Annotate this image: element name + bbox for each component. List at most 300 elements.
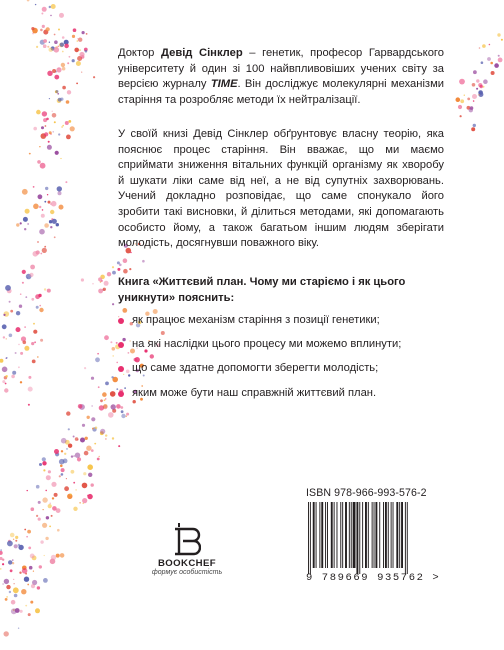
decor-dot bbox=[33, 251, 39, 257]
decor-dot bbox=[48, 141, 50, 143]
decor-dot bbox=[6, 357, 7, 358]
decor-dot bbox=[130, 252, 131, 253]
barcode-bar bbox=[334, 502, 335, 568]
decor-dot bbox=[92, 283, 94, 285]
decor-dot bbox=[39, 229, 45, 235]
decor-dot bbox=[47, 46, 49, 48]
decor-dot bbox=[65, 181, 67, 183]
decor-dot bbox=[27, 223, 28, 224]
decor-dot bbox=[64, 44, 69, 49]
decor-dot bbox=[44, 201, 46, 203]
decor-dot bbox=[43, 118, 47, 122]
decor-dot bbox=[98, 456, 100, 458]
barcode-bar bbox=[391, 502, 392, 568]
decor-dot bbox=[91, 377, 94, 380]
decor-dot bbox=[38, 518, 41, 521]
author-paragraph bbox=[118, 46, 444, 108]
decor-dot bbox=[14, 544, 18, 548]
decor-dot bbox=[39, 565, 42, 568]
decor-dot bbox=[48, 470, 51, 473]
decor-dot bbox=[478, 94, 480, 96]
decor-dot bbox=[52, 506, 57, 511]
decor-dot bbox=[91, 417, 95, 421]
decor-dot bbox=[71, 470, 75, 474]
decor-dot bbox=[498, 55, 500, 57]
decor-dot bbox=[62, 67, 66, 71]
decor-dot bbox=[112, 271, 116, 275]
decor-dot bbox=[20, 381, 22, 383]
decor-dot bbox=[15, 352, 17, 354]
bullet-text: яким може бути наш справжній життєвий план. bbox=[132, 386, 377, 399]
decor-dot bbox=[81, 278, 84, 281]
decor-dot bbox=[5, 598, 8, 601]
decor-dot bbox=[121, 414, 125, 418]
barcode-bar bbox=[383, 502, 384, 568]
decor-dot bbox=[93, 76, 95, 78]
decor-dot bbox=[30, 601, 33, 604]
publisher-tagline: формує особистість bbox=[151, 569, 223, 576]
bookchef-logo-icon bbox=[173, 523, 201, 557]
decor-dot bbox=[68, 444, 72, 448]
decor-dot bbox=[73, 507, 77, 511]
barcode-bar bbox=[399, 502, 400, 568]
decor-dot bbox=[13, 539, 14, 540]
decor-dot bbox=[27, 0, 30, 1]
decor-dot bbox=[111, 404, 116, 409]
decor-dot bbox=[97, 353, 99, 355]
decor-dot bbox=[142, 260, 145, 263]
decor-dot bbox=[87, 464, 93, 470]
decor-dot bbox=[67, 62, 69, 64]
magazine-name: TIME bbox=[210, 78, 238, 91]
decor-dot bbox=[112, 437, 114, 439]
decor-dot bbox=[501, 39, 503, 41]
barcode-bar bbox=[319, 502, 320, 568]
decor-dot bbox=[39, 206, 41, 208]
decor-dot bbox=[63, 459, 68, 464]
decor-dot bbox=[25, 296, 27, 298]
barcode-bar bbox=[374, 502, 375, 568]
decor-dot bbox=[87, 416, 90, 419]
decor-dot bbox=[72, 59, 75, 62]
decor-dot bbox=[52, 113, 57, 118]
decor-dot bbox=[42, 25, 45, 28]
decor-dot bbox=[25, 209, 30, 214]
decor-dot bbox=[92, 405, 93, 406]
author-name: Девід Сінклер bbox=[160, 47, 243, 59]
decor-dot bbox=[56, 90, 59, 93]
barcode-bar bbox=[401, 502, 403, 568]
decor-dot bbox=[47, 289, 51, 293]
decor-dot bbox=[43, 39, 47, 43]
decor-dot bbox=[42, 248, 47, 253]
decor-dot bbox=[61, 438, 67, 444]
decor-dot bbox=[36, 110, 41, 115]
decor-dot bbox=[105, 434, 107, 436]
decor-dot bbox=[15, 608, 20, 613]
decor-dot bbox=[105, 398, 107, 400]
barcode-bar bbox=[379, 502, 380, 568]
decor-dot bbox=[10, 569, 13, 572]
decor-dot bbox=[79, 52, 84, 57]
decor-dot bbox=[28, 613, 31, 616]
decor-dot bbox=[52, 111, 53, 112]
decor-dot bbox=[40, 29, 43, 32]
decor-dot bbox=[46, 27, 50, 31]
decor-dot bbox=[14, 583, 15, 584]
decor-dot bbox=[82, 424, 85, 427]
decor-dot bbox=[95, 427, 98, 430]
barcode-bar bbox=[362, 502, 363, 568]
decor-dot bbox=[28, 404, 30, 406]
decor-dot bbox=[33, 323, 35, 325]
decor-dot bbox=[44, 132, 48, 136]
decor-dot bbox=[79, 502, 81, 504]
decor-dot bbox=[44, 288, 46, 290]
decor-dot bbox=[29, 273, 33, 277]
decor-dot bbox=[126, 413, 129, 416]
author-body: – генетик, професор Гарвардського університету й один зі 100 найвпливовіших учених світу за версією журналу bbox=[118, 47, 444, 91]
decor-dot bbox=[20, 610, 23, 613]
decor-dot bbox=[24, 326, 25, 327]
decor-dot bbox=[70, 126, 75, 131]
decor-dot bbox=[62, 36, 65, 39]
decor-dot bbox=[85, 437, 88, 440]
decor-dot bbox=[60, 43, 64, 47]
decor-dot bbox=[483, 79, 488, 84]
decor-dot bbox=[20, 293, 22, 295]
decor-dot bbox=[37, 356, 39, 358]
decor-dot bbox=[69, 56, 71, 58]
decor-dot bbox=[48, 504, 52, 508]
decor-dot bbox=[39, 146, 40, 147]
decor-dot bbox=[2, 563, 4, 565]
decor-dot bbox=[16, 311, 20, 315]
decor-dot bbox=[100, 399, 103, 402]
decor-dot bbox=[49, 6, 51, 8]
decor-dot bbox=[112, 347, 116, 351]
barcode-bar bbox=[353, 502, 356, 568]
decor-dot bbox=[77, 457, 81, 461]
decor-dot bbox=[40, 339, 43, 342]
decor-dot bbox=[73, 28, 77, 32]
decor-dot bbox=[103, 404, 108, 409]
decor-dot bbox=[64, 453, 66, 455]
decor-dot bbox=[30, 265, 35, 270]
decor-dot bbox=[48, 201, 51, 204]
decor-dot bbox=[82, 31, 85, 34]
decor-dot bbox=[16, 327, 21, 332]
bullet-dot-icon bbox=[118, 342, 124, 348]
decor-dot bbox=[117, 268, 120, 271]
decor-dot bbox=[24, 346, 29, 351]
decor-dot bbox=[12, 371, 16, 375]
decor-dot bbox=[7, 541, 13, 547]
decor-dot bbox=[60, 553, 65, 558]
barcode bbox=[306, 502, 446, 574]
decor-dot bbox=[100, 429, 105, 434]
decor-dot bbox=[95, 357, 100, 362]
decor-dot bbox=[10, 533, 15, 538]
decor-dot bbox=[59, 205, 64, 210]
decor-dot bbox=[30, 554, 35, 559]
decor-dot bbox=[2, 583, 4, 585]
decor-dot bbox=[44, 246, 46, 248]
decor-dot bbox=[47, 145, 52, 150]
decor-dot bbox=[75, 453, 80, 458]
decor-dot bbox=[23, 341, 27, 345]
decor-dot bbox=[4, 388, 8, 392]
decor-dot bbox=[66, 100, 70, 104]
decor-dot bbox=[478, 83, 482, 87]
decor-dot bbox=[473, 100, 475, 102]
barcode-bar bbox=[385, 502, 387, 568]
decor-dot bbox=[61, 63, 65, 67]
decor-dot bbox=[33, 571, 34, 572]
decor-dot bbox=[9, 301, 11, 303]
barcode-bar bbox=[393, 502, 394, 568]
barcode-bar bbox=[345, 502, 347, 568]
decor-dot bbox=[16, 223, 19, 226]
decor-dot bbox=[22, 189, 28, 195]
decor-dot bbox=[42, 497, 47, 502]
decor-dot bbox=[12, 559, 13, 560]
decor-dot bbox=[37, 160, 41, 164]
decor-dot bbox=[65, 121, 69, 125]
decor-dot bbox=[79, 49, 80, 50]
decor-dot bbox=[5, 383, 7, 385]
isbn-number: ISBN 978-966-993-576-2 bbox=[306, 487, 427, 499]
decor-dot bbox=[82, 498, 87, 503]
decor-dot bbox=[49, 131, 52, 134]
decor-dot bbox=[61, 468, 65, 472]
decor-dot bbox=[42, 111, 47, 116]
decor-dot bbox=[43, 578, 48, 583]
decor-dot bbox=[22, 270, 26, 274]
bullet-dot-icon bbox=[118, 366, 124, 372]
decor-dot bbox=[22, 568, 28, 574]
decor-dot bbox=[18, 366, 20, 368]
decor-dot bbox=[41, 126, 44, 129]
decor-dot bbox=[94, 443, 96, 445]
barcode-bar bbox=[396, 502, 398, 568]
decor-dot bbox=[46, 475, 51, 480]
decor-dot bbox=[5, 285, 11, 291]
author-tail: . Він досліджує молекулярні механізми старіння та розробляє методи їх нейтралізації. bbox=[118, 78, 445, 106]
decor-dot bbox=[80, 438, 85, 443]
decor-dot bbox=[21, 589, 26, 594]
decor-dot bbox=[45, 490, 47, 492]
decor-dot bbox=[497, 33, 500, 36]
decor-dot bbox=[49, 48, 53, 52]
decor-dot bbox=[61, 126, 63, 128]
decor-dot bbox=[39, 463, 42, 466]
decor-dot bbox=[50, 210, 54, 214]
decor-dot bbox=[0, 551, 3, 555]
decor-dot bbox=[66, 448, 68, 450]
decor-dot bbox=[44, 223, 49, 228]
decor-dot bbox=[13, 587, 19, 593]
decor-dot bbox=[82, 483, 88, 489]
barcode-bar bbox=[372, 502, 373, 568]
barcode-bar bbox=[375, 502, 377, 568]
decor-dot bbox=[34, 341, 36, 343]
decor-dot bbox=[66, 478, 67, 479]
barcode-bar bbox=[321, 502, 323, 568]
decor-dot bbox=[54, 236, 56, 238]
barcode-bar bbox=[313, 502, 315, 568]
decor-dot bbox=[40, 163, 46, 169]
decor-dot bbox=[479, 47, 481, 49]
decor-dot bbox=[104, 335, 109, 340]
decor-dot bbox=[28, 547, 31, 550]
decor-dot bbox=[110, 341, 112, 343]
decor-dot bbox=[0, 568, 2, 570]
decor-dot bbox=[104, 281, 109, 286]
decor-dot bbox=[54, 449, 59, 454]
decor-dot bbox=[112, 355, 114, 357]
book-description-paragraph: У своїй книзі Девід Сінклер обґрунтовує власну теорію, яка пояснює процес старіння. Він вважає, що ми маємо сприймати зниження вітальних функцій організму як хворобу й шукати ліки саме від неї, а не від супутніх захворювань. Учений докладно розповідає, що саме спонукало його зробити такі висновки, й ділиться методами, які допомагають особисто йому, а також багатьом іншим людям зберігати молодість, досягнувши поважного віку. bbox=[118, 128, 444, 250]
decor-dot bbox=[31, 584, 35, 588]
decor-dot bbox=[75, 489, 77, 491]
decor-dot bbox=[37, 241, 39, 243]
decor-dot bbox=[107, 272, 111, 276]
decor-dot bbox=[86, 33, 88, 35]
barcode-bar bbox=[327, 502, 328, 568]
decor-dot bbox=[29, 566, 33, 570]
decor-dot bbox=[2, 380, 5, 383]
decor-dot bbox=[0, 359, 3, 363]
decor-dot bbox=[11, 375, 15, 379]
bullet-dot-icon bbox=[118, 318, 124, 324]
decor-dot bbox=[76, 61, 81, 66]
decor-dot bbox=[2, 324, 7, 329]
decor-dot bbox=[121, 410, 124, 413]
barcode-bar bbox=[365, 502, 367, 568]
decor-dot bbox=[62, 86, 66, 90]
decor-dot bbox=[119, 264, 122, 267]
decor-dot bbox=[41, 214, 45, 218]
decor-dot bbox=[5, 375, 8, 378]
decor-dot bbox=[9, 591, 11, 593]
decor-dot bbox=[28, 387, 33, 392]
decor-dot bbox=[42, 209, 44, 211]
decor-dot bbox=[22, 282, 24, 284]
decor-dot bbox=[33, 127, 37, 131]
decor-dot bbox=[36, 46, 38, 48]
decor-dot bbox=[20, 222, 22, 224]
decor-dot bbox=[35, 608, 40, 613]
decor-dot bbox=[23, 217, 28, 222]
decor-dot bbox=[52, 497, 54, 499]
decor-dot bbox=[37, 586, 40, 589]
decor-dot bbox=[102, 392, 107, 397]
decor-dot bbox=[68, 120, 71, 123]
barcode-bar bbox=[340, 502, 341, 568]
decor-dot bbox=[456, 97, 461, 102]
decor-dot bbox=[25, 605, 27, 607]
decor-dot bbox=[78, 404, 83, 409]
decor-dot bbox=[35, 294, 40, 299]
decor-dot bbox=[53, 131, 54, 132]
decor-dot bbox=[88, 473, 92, 477]
decor-dot bbox=[86, 446, 91, 451]
decor-dot bbox=[61, 473, 64, 476]
decor-dot bbox=[97, 458, 100, 461]
decor-dot bbox=[36, 485, 40, 489]
decor-dot bbox=[111, 376, 113, 378]
decor-dot bbox=[108, 412, 114, 418]
decor-dot bbox=[54, 47, 60, 53]
decor-dot bbox=[105, 382, 109, 386]
decor-dot bbox=[56, 223, 59, 226]
decor-dot bbox=[123, 269, 128, 274]
barcode-bar bbox=[310, 502, 311, 574]
decor-dot bbox=[49, 98, 50, 99]
decor-dot bbox=[87, 495, 89, 497]
decor-dot bbox=[66, 411, 70, 415]
isbn-block bbox=[306, 487, 448, 584]
decor-dot bbox=[9, 334, 13, 338]
decor-dot bbox=[27, 490, 28, 491]
decor-dot bbox=[67, 90, 71, 94]
book-intro: Книга «Життєвий план. Чому ми старіємо і як цього уникнути» пояснить: bbox=[118, 276, 406, 304]
publisher-logo bbox=[148, 523, 226, 576]
barcode-bar bbox=[349, 502, 350, 568]
decor-dot bbox=[31, 507, 35, 511]
decor-dot bbox=[57, 529, 60, 532]
decor-dot bbox=[123, 258, 128, 263]
decor-dot bbox=[42, 457, 46, 461]
decor-dot bbox=[476, 88, 478, 90]
decor-dot bbox=[8, 560, 12, 564]
decor-dot bbox=[28, 376, 31, 379]
decor-dot bbox=[41, 13, 43, 15]
decor-dot bbox=[73, 482, 75, 484]
decor-dot bbox=[36, 306, 39, 309]
decor-dot bbox=[66, 135, 71, 140]
publisher-name: BOOKCHEF bbox=[157, 558, 217, 569]
decor-dot bbox=[129, 268, 131, 270]
list-item bbox=[118, 313, 458, 329]
decor-dot bbox=[25, 573, 27, 575]
bullet-list bbox=[118, 313, 458, 410]
decor-dot bbox=[51, 515, 53, 517]
decor-dot bbox=[51, 201, 57, 207]
decor-dot bbox=[473, 70, 477, 74]
decor-dot bbox=[6, 338, 7, 339]
list-item bbox=[118, 337, 458, 353]
decor-dot bbox=[24, 529, 26, 531]
decor-dot bbox=[31, 27, 34, 30]
decor-dot bbox=[62, 51, 64, 53]
decor-dot bbox=[482, 44, 486, 48]
decor-dot bbox=[18, 344, 19, 345]
decor-dot bbox=[51, 482, 56, 487]
decor-dot bbox=[6, 596, 8, 598]
decor-dot bbox=[490, 62, 493, 65]
decor-dot bbox=[4, 579, 9, 584]
decor-dot bbox=[472, 94, 477, 99]
decor-dot bbox=[49, 42, 50, 43]
decor-dot bbox=[10, 310, 13, 313]
decor-dot bbox=[81, 72, 82, 73]
decor-dot bbox=[0, 549, 2, 551]
barcode-bar bbox=[308, 502, 309, 574]
bullet-dot-icon bbox=[118, 391, 124, 397]
bullet-text: як працює механізм старіння з позиції генетики; bbox=[132, 314, 380, 326]
decor-dot bbox=[15, 536, 18, 539]
